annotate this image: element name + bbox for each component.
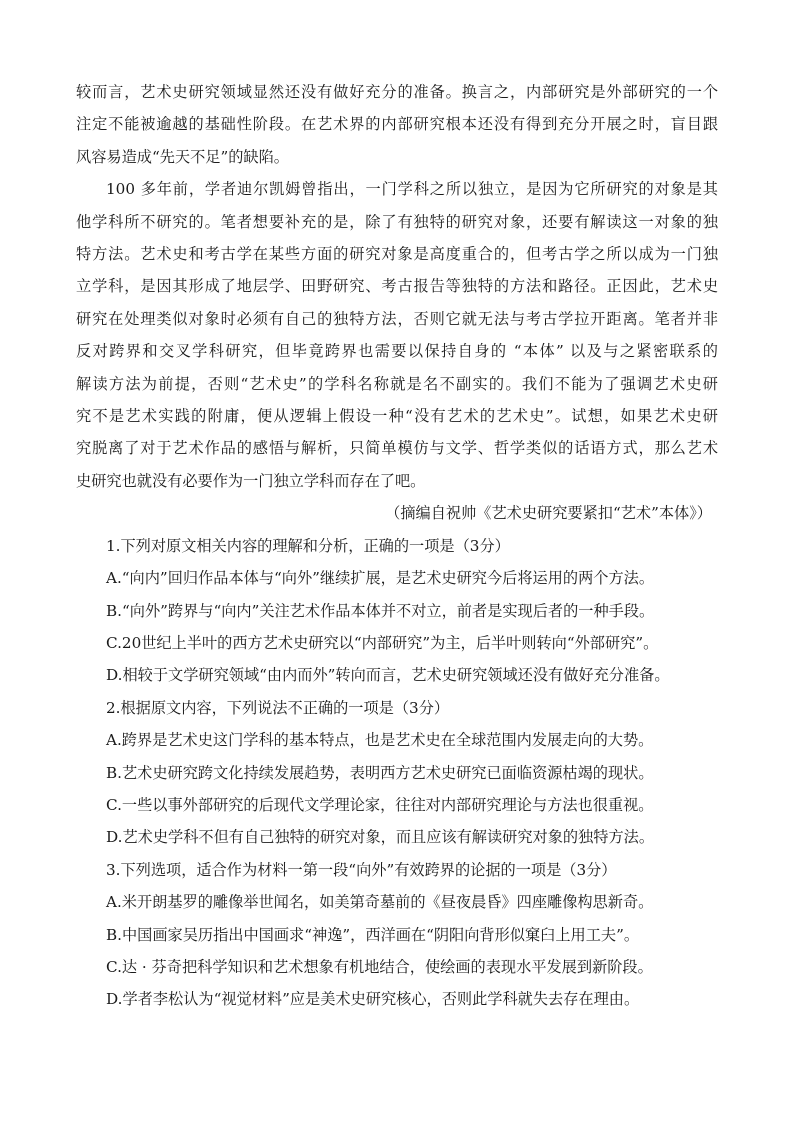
passage-source: （摘编自祝帅《艺术史研究要紧扣“艺术”本体》） xyxy=(385,504,712,523)
question-stem: 1.下列对原文相关内容的理解和分析，正确的一项是（3分） xyxy=(106,536,510,555)
question-option: D.学者李松认为“视觉材料”应是美术史研究核心，否则此学科就失去存在理由。 xyxy=(106,990,640,1009)
question-option: B.中国画家吴历指出中国画求“神逸”，西洋画在“阴阳向背形似窠臼上用工夫”。 xyxy=(106,925,640,944)
question-option: D.相较于文学研究领域“由内而外”转向而言，艺术史研究领域还没有做好充分准备。 xyxy=(106,666,670,685)
passage-line: 反对跨界和交叉学科研究，但毕竟跨界也需要以保持自身的 “本体” 以及与之紧密联系的 xyxy=(76,342,718,361)
question-option: C.一些以事外部研究的后现代文学理论家，往往对内部研究理论与方法也很重视。 xyxy=(106,795,654,814)
question-option: C.20世纪上半叶的西方艺术史研究以“内部研究”为主，后半叶则转向“外部研究”。 xyxy=(106,633,659,652)
question-option: C.达 · 芬奇把科学知识和艺术想象有机地结合，使绘画的表现水平发展到新阶段。 xyxy=(106,957,653,976)
passage-line: 立学科，是因其形成了地层学、田野研究、考古报告等独特的方法和路径。正因此，艺术史 xyxy=(76,277,718,296)
passage-paragraph-1 xyxy=(76,76,718,173)
passage-line: 解读方法为前提，否则“艺术史”的学科名称就是名不副实的。我们不能为了强调艺术史研 xyxy=(76,374,718,393)
question-stem: 2.根据原文内容，下列说法不正确的一项是（3分） xyxy=(106,698,450,717)
passage-line: 究脱离了对于艺术作品的感悟与解析，只简单模仿与文学、哲学类似的话语方式，那么艺术 xyxy=(76,439,718,458)
question-option: A.跨界是艺术史这门学科的基本特点，也是艺术史在全球范围内发展走向的大势。 xyxy=(106,731,654,750)
passage-line: 注定不能被逾越的基础性阶段。在艺术界的内部研究根本还没有得到充分开展之时，盲目跟 xyxy=(76,115,718,134)
question-2 xyxy=(76,692,718,854)
passage-line: 究不是艺术实践的附庸，便从逻辑上假设一种“没有艺术的艺术史”。试想，如果艺术史研 xyxy=(76,407,718,426)
question-stem: 3.下列选项，适合作为材料一第一段“向外”有效跨界的论据的一项是（3分） xyxy=(106,860,617,879)
passage-line: 他学科所不研究的。笔者想要补充的是，除了有独特的研究对象，还要有解读这一对象的独 xyxy=(76,212,718,231)
passage-line: 较而言，艺术史研究领域显然还没有做好充分的准备。换言之，内部研究是外部研究的一个 xyxy=(76,83,718,101)
question-option: B.艺术史研究跨文化持续发展趋势，表明西方艺术史研究已面临资源枯竭的现状。 xyxy=(106,763,654,782)
passage-line: 研究在处理类似对象时必须有自己的独特方法，否则它就无法与考古学拉开距离。笔者并非 xyxy=(76,309,718,328)
passage-paragraph-2 xyxy=(76,173,718,497)
exam-page xyxy=(76,76,718,1016)
question-option: D.艺术史学科不但有自己独特的研究对象，而且应该有解读研究对象的独特方法。 xyxy=(106,828,655,847)
question-1 xyxy=(76,530,718,692)
question-option: A.“向内”回归作品本体与“向外”继续扩展，是艺术史研究今后将运用的两个方法。 xyxy=(106,569,655,588)
passage-line: 100 多年前，学者迪尔凯姆曾指出，一门学科之所以独立，是因为它所研究的对象是其 xyxy=(106,180,718,199)
question-3 xyxy=(76,854,718,1016)
passage-line: 风容易造成“先天不足”的缺陷。 xyxy=(76,147,289,166)
passage-line: 特方法。艺术史和考古学在某些方面的研究对象是高度重合的，但考古学之所以成为一门独 xyxy=(76,245,718,264)
question-option: A.米开朗基罗的雕像举世闻名，如美第奇墓前的《昼夜晨昏》四座雕像构思新奇。 xyxy=(106,893,654,912)
passage-line: 史研究也就没有必要作为一门独立学科而存在了吧。 xyxy=(76,471,426,490)
question-option: B.“向外”跨界与“向内”关注艺术作品本体并不对立，前者是实现后者的一种手段。 xyxy=(106,601,655,620)
